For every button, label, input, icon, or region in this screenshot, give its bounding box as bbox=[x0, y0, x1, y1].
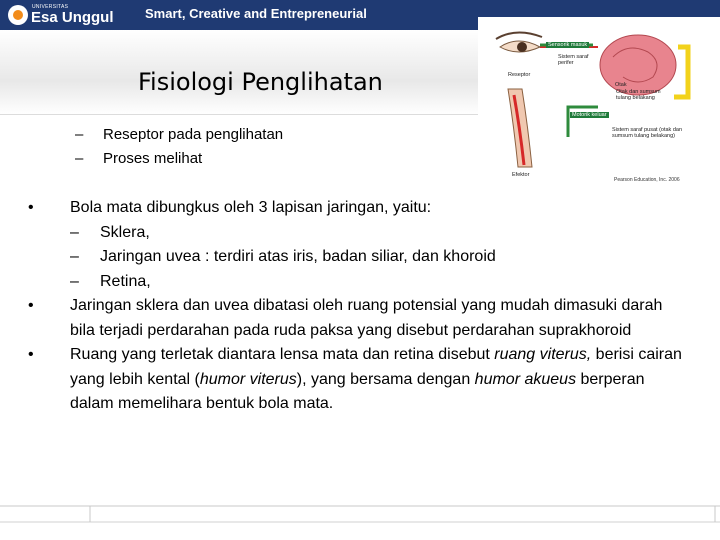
pusat-label: Sistem saraf pusat (otak dan sumsum tulang belakang) bbox=[612, 127, 683, 139]
otak-label: Otak bbox=[615, 82, 627, 88]
figure-credit: Pearson Education, Inc. 2006 bbox=[614, 177, 680, 183]
bullet-marker: • bbox=[28, 199, 34, 216]
sub-bullet-text: Jaringan uvea : terdiri atas iris, badan siliar, dan khoroid bbox=[100, 248, 496, 265]
sub-bullet-item bbox=[70, 221, 688, 246]
footer-decoration bbox=[0, 498, 720, 540]
dash-marker: – bbox=[70, 223, 79, 241]
sensorik-label: Sensorik masuk bbox=[548, 42, 588, 48]
sub-bullet-item bbox=[70, 270, 688, 295]
bullet-text-part: berisi cairan yang lebih kental ( bbox=[70, 346, 682, 388]
sub-bullet-text: Retina, bbox=[100, 272, 151, 290]
logo-name: Esa Unggul bbox=[31, 9, 114, 26]
sub-point-text: Reseptor pada penglihatan bbox=[103, 126, 284, 143]
term-humor-akueus: humor akueus bbox=[474, 370, 577, 388]
bullet-item bbox=[28, 196, 688, 294]
logo-mark-icon bbox=[8, 5, 28, 25]
yellow-arrow bbox=[674, 47, 688, 97]
sub-point bbox=[75, 126, 283, 143]
brain-icon bbox=[600, 35, 676, 95]
eyebrow-shape bbox=[496, 32, 542, 39]
efektor-label: Efektor bbox=[512, 172, 530, 178]
bullet-marker: • bbox=[28, 346, 34, 363]
diagram-graphic bbox=[478, 17, 720, 182]
dash-marker: – bbox=[70, 272, 79, 290]
motorik-label: Motorik keluar bbox=[572, 112, 607, 118]
university-logo bbox=[8, 3, 114, 27]
term-ruang-viterus: ruang viterus, bbox=[494, 346, 592, 363]
dash-marker: – bbox=[75, 150, 84, 167]
bullet-item bbox=[28, 294, 688, 343]
sumsum-label: Otak dan sumsum tulang belakang bbox=[616, 89, 661, 101]
bullet-text-part: ), yang bersama dengan bbox=[296, 370, 475, 388]
nervous-system-diagram bbox=[478, 17, 720, 182]
bullet-text: Jaringan sklera dan uvea dibatasi oleh ruang potensial yang mudah dimasuki darah bila terjadi perdarahan pada ruda paksa yang disebut perdarahan suprakhoroid bbox=[70, 297, 663, 339]
reseptor-label: Reseptor bbox=[508, 72, 531, 78]
bullet-text-part: Ruang yang terletak diantara lensa mata dan retina disebut bbox=[70, 346, 495, 363]
slide-title: Fisiologi Penglihatan bbox=[138, 68, 383, 96]
sub-bullet-text: Sklera, bbox=[100, 223, 150, 241]
bullet-text-part: berperan dalam memelihara bentuk bola mata. bbox=[70, 370, 645, 412]
term-humor-viterus: humor viterus bbox=[199, 370, 297, 388]
bullet-text: Bola mata dibungkus oleh 3 lapisan jaringan, yaitu: bbox=[70, 199, 432, 216]
bullet-item bbox=[28, 343, 688, 417]
sub-point-text: Proses melihat bbox=[103, 150, 203, 167]
dash-marker: – bbox=[75, 126, 84, 143]
bullet-list bbox=[28, 196, 688, 417]
logo-small-text: UNIVERSITAS bbox=[32, 4, 69, 10]
dash-marker: – bbox=[70, 248, 79, 265]
pupil-shape bbox=[517, 42, 527, 52]
sub-point bbox=[75, 150, 202, 167]
bullet-marker: • bbox=[28, 297, 34, 314]
saraf-perifer-label: Sistem saraf perifer bbox=[558, 54, 589, 66]
sub-bullet-item bbox=[70, 245, 688, 270]
tagline: Smart, Creative and Entrepreneurial bbox=[145, 6, 367, 21]
